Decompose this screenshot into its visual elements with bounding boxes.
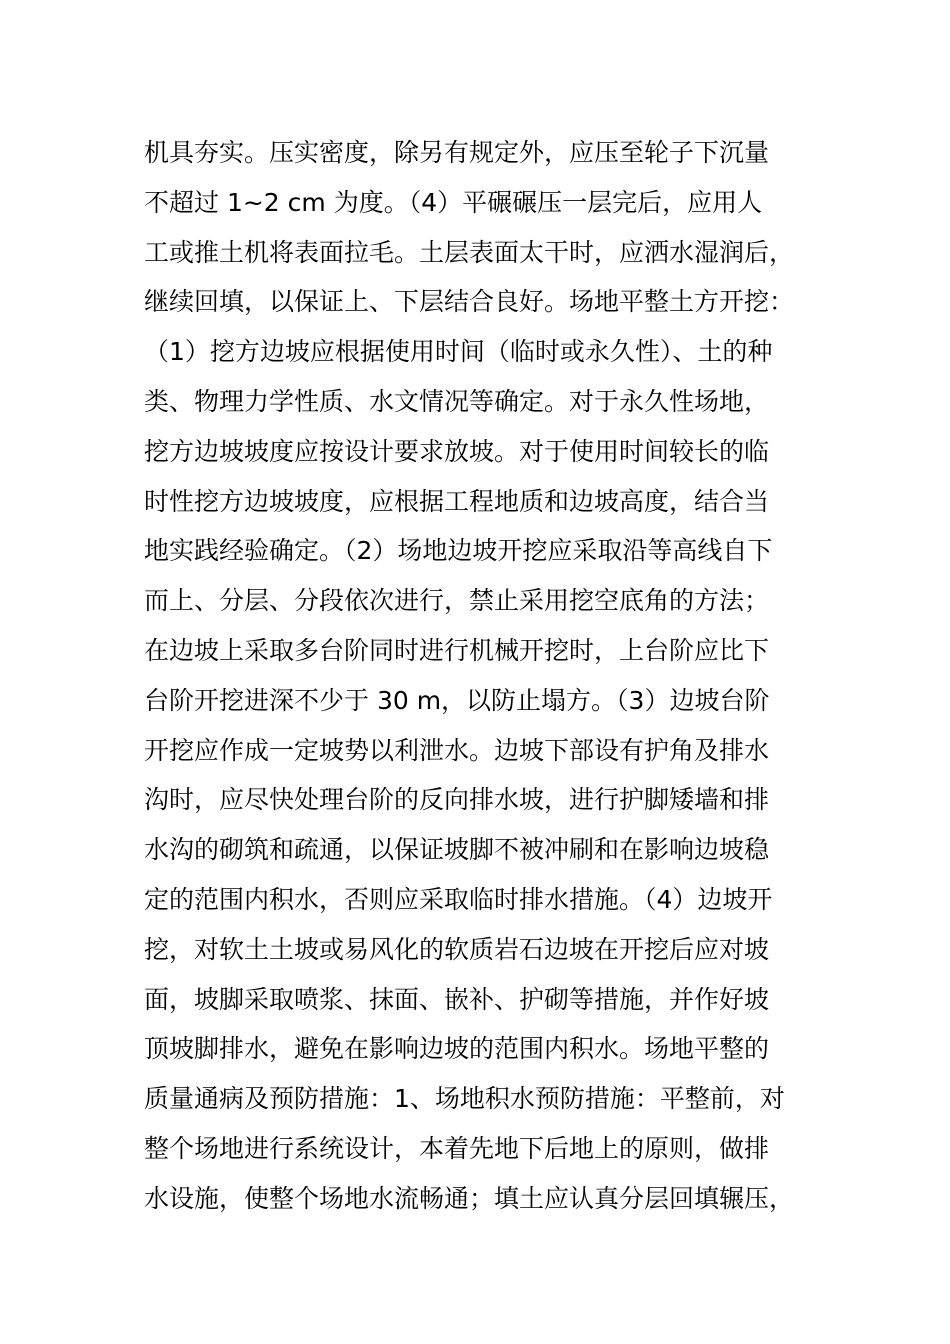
text-line: （1）挖方边坡应根据使用时间（临时或永久性）、土的种 bbox=[144, 337, 773, 367]
text-line: 水设施，使整个场地水流畅通；填土应认真分层回填辗压， bbox=[144, 1183, 795, 1213]
text-line: 地实践经验确定。（2）场地边坡开挖应采取沿等高线自下 bbox=[144, 536, 773, 566]
text-line: 开挖应作成一定坡势以利泄水。边坡下部设有护角及排水 bbox=[144, 735, 770, 765]
text-line: 机具夯实。压实密度，除另有规定外，应压至轮子下沉量 bbox=[144, 138, 770, 167]
text-line: 面，坡脚采取喷浆、抹面、嵌补、护砌等措施，并作好坡 bbox=[144, 984, 770, 1014]
body-text bbox=[144, 128, 814, 1224]
text-line: 台阶开挖进深不少于 30 m，以防止塌方。（3）边坡台阶 bbox=[144, 685, 770, 715]
text-line: 在边坡上采取多台阶同时进行机械开挖时，上台阶应比下 bbox=[144, 635, 770, 665]
text-line: 不超过 1~2 cm 为度。（4）平碾碾压一层完后，应用人 bbox=[144, 187, 763, 217]
text-line: 顶坡脚排水，避免在影响边坡的范围内积水。场地平整的 bbox=[144, 1034, 770, 1064]
text-line: 继续回填，以保证上、下层结合良好。场地平整土方开挖： bbox=[144, 287, 795, 317]
text-line: 沟时，应尽快处理台阶的反向排水坡，进行护脚矮墙和排 bbox=[144, 785, 770, 815]
text-line: 而上、分层、分段依次进行，禁止采用挖空底角的方法； bbox=[144, 586, 770, 616]
text-line: 整个场地进行系统设计，本着先地下后地上的原则，做排 bbox=[144, 1133, 770, 1163]
text-line: 水沟的砌筑和疏通，以保证坡脚不被冲刷和在影响边坡稳 bbox=[144, 835, 770, 865]
text-line: 类、物理力学性质、水文情况等确定。对于永久性场地， bbox=[144, 386, 770, 416]
text-line: 工或推土机将表面拉毛。土层表面太干时，应洒水湿润后， bbox=[144, 237, 795, 267]
text-line: 定的范围内积水，否则应采取临时排水措施。（4）边坡开 bbox=[144, 884, 773, 914]
text-line: 挖方边坡坡度应按设计要求放坡。对于使用时间较长的临 bbox=[144, 436, 770, 466]
text-line: 挖，对软土土坡或易风化的软质岩石边坡在开挖后应对坡 bbox=[144, 934, 770, 964]
text-line: 时性挖方边坡坡度，应根据工程地质和边坡高度，结合当 bbox=[144, 486, 770, 516]
text-line: 质量通病及预防措施：1、场地积水预防措施：平整前，对 bbox=[144, 1084, 785, 1114]
